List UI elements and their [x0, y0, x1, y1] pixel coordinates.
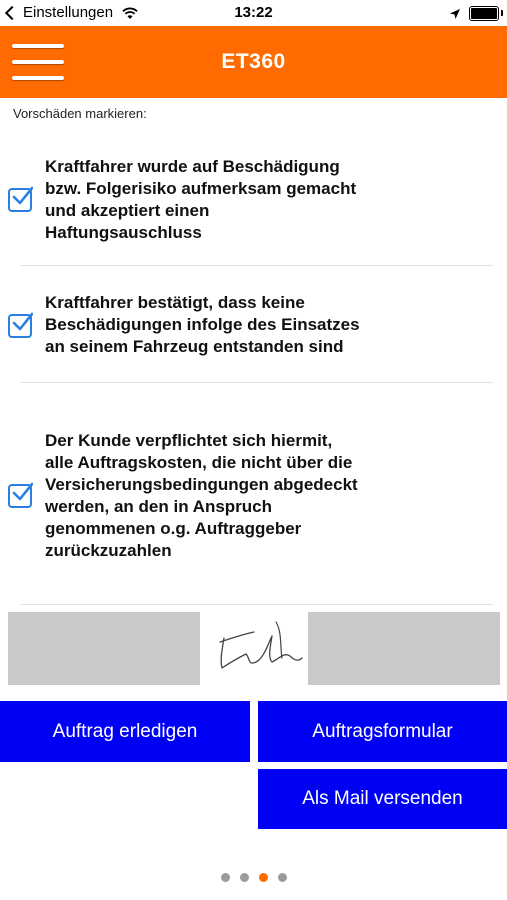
text-line: werden, an den in Anspruch	[45, 497, 273, 516]
signature-placeholder-left	[8, 612, 200, 685]
divider	[20, 382, 493, 383]
status-bar	[0, 0, 507, 26]
text-line: Kraftfahrer wurde auf Beschädigung	[45, 157, 340, 176]
text-line: und akzeptiert einen	[45, 201, 210, 220]
divider	[20, 604, 493, 605]
text-line: alle Auftragskosten, die nicht über die	[45, 453, 353, 472]
text-line: Kraftfahrer bestätigt, dass keine	[45, 293, 305, 312]
check-label-keine-beschaedigungen	[45, 292, 425, 358]
checkbox-haftungsausschluss[interactable]	[8, 188, 32, 212]
page-dot-1[interactable]	[221, 873, 230, 882]
auftrag-erledigen-button[interactable]: Auftrag erledigen	[0, 701, 250, 762]
check-label-auftragskosten	[45, 430, 425, 562]
section-label: Vorschäden markieren:	[13, 106, 147, 121]
back-app-label: Einstellungen	[23, 4, 114, 21]
text-line: zurückzuzahlen	[45, 541, 172, 560]
text-line: Der Kunde verpflichtet sich hiermit,	[45, 431, 333, 450]
checkbox-keine-beschaedigungen[interactable]	[8, 314, 32, 338]
text-line: bzw. Folgerisiko aufmerksam gemacht	[45, 179, 357, 198]
als-mail-versenden-button[interactable]: Als Mail versenden	[258, 769, 507, 829]
text-line: genommenen o.g. Auftraggeber	[45, 519, 302, 538]
signature-placeholder-right	[308, 612, 500, 685]
divider	[20, 265, 493, 266]
signature-image[interactable]	[210, 612, 306, 685]
text-line: Versicherungsbedingungen abgedeckt	[45, 475, 358, 494]
page-dot-2[interactable]	[240, 873, 249, 882]
app-title: ET360	[221, 50, 286, 73]
status-right-icons	[449, 6, 499, 21]
text-line: Haftungsauschluss	[45, 223, 202, 242]
page-indicator	[0, 873, 507, 882]
text-line: an seinem Fahrzeug entstanden sind	[45, 337, 344, 356]
page-dot-4[interactable]	[278, 873, 287, 882]
page-dot-3[interactable]	[259, 873, 268, 882]
battery-icon	[469, 6, 499, 21]
check-label-haftungsausschluss	[45, 156, 425, 244]
text-line: Beschädigungen infolge des Einsatzes	[45, 315, 360, 334]
status-time: 13:22	[234, 4, 273, 21]
checkbox-auftragskosten[interactable]	[8, 484, 32, 508]
auftragsformular-button[interactable]: Auftragsformular	[258, 701, 507, 762]
checkmark-icon	[11, 312, 33, 334]
location-arrow-icon	[449, 8, 461, 20]
checkmark-icon	[11, 186, 33, 208]
app-header	[0, 26, 507, 98]
checkmark-icon	[11, 482, 33, 504]
